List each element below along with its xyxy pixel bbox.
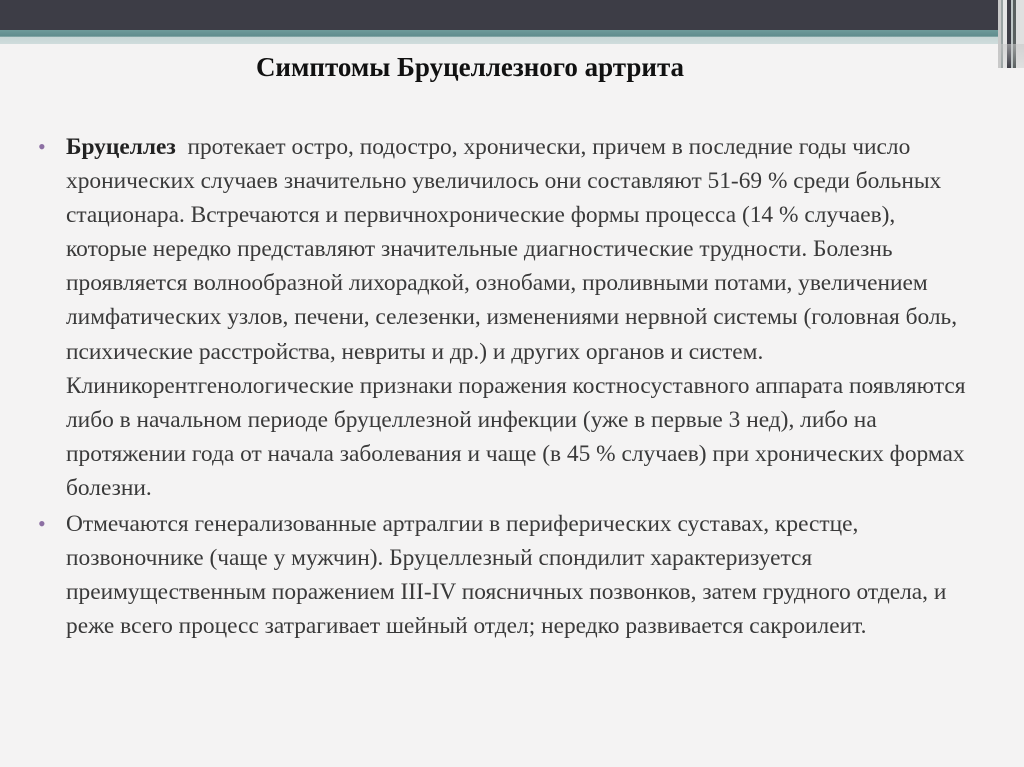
bullet-term: Бруцеллез <box>66 134 176 160</box>
bullet-item <box>38 130 968 505</box>
slide-corner-shadow <box>998 44 1024 68</box>
slide-title: Симптомы Бруцеллезного артрита <box>255 52 685 82</box>
slide-header-bar <box>0 0 1024 30</box>
bullet-icon: • <box>38 511 46 537</box>
bullet-text: протекает остро, подостро, хронически, причем в последние годы число хронических случаев значительно увеличилось они составляют 51-69 % среди больных стационара. Встречаются и первичнохронические формы процесса (14 % случаев), которые нередко представляют значительные диагностические трудности. Болезнь проявляется волнообразной лихорадкой, ознобами, проливными потами, увеличением лимфатических узлов, печени, селезенки, изменениями нервной системы (головная боль, психические расстройства, невриты и др.) и других органов и систем. Клиникорентгенологические признаки поражения костносуставного аппарата появляются либо в начальном периоде бруцеллезной инфекции (уже в первые 3 нед), либо на протяжении года от начала заболевания и чаще (в 45 % случаев) при хронических формах болезни. <box>66 134 966 501</box>
slide-accent-band <box>0 30 1024 44</box>
bullet-text: Отмечаются генерализованные артралгии в периферических суставах, крестце, позвоночнике (чаще у мужчин). Бруцеллезный спондилит характеризуется преимущественным поражением III-IV поясничных позвонков, затем грудного отдела, и реже всего процесс затрагивает шейный отдел; нередко развивается сакроилеит. <box>66 511 947 640</box>
bullet-icon: • <box>38 134 46 159</box>
bullet-item <box>38 507 968 643</box>
bullet-list <box>38 130 968 645</box>
